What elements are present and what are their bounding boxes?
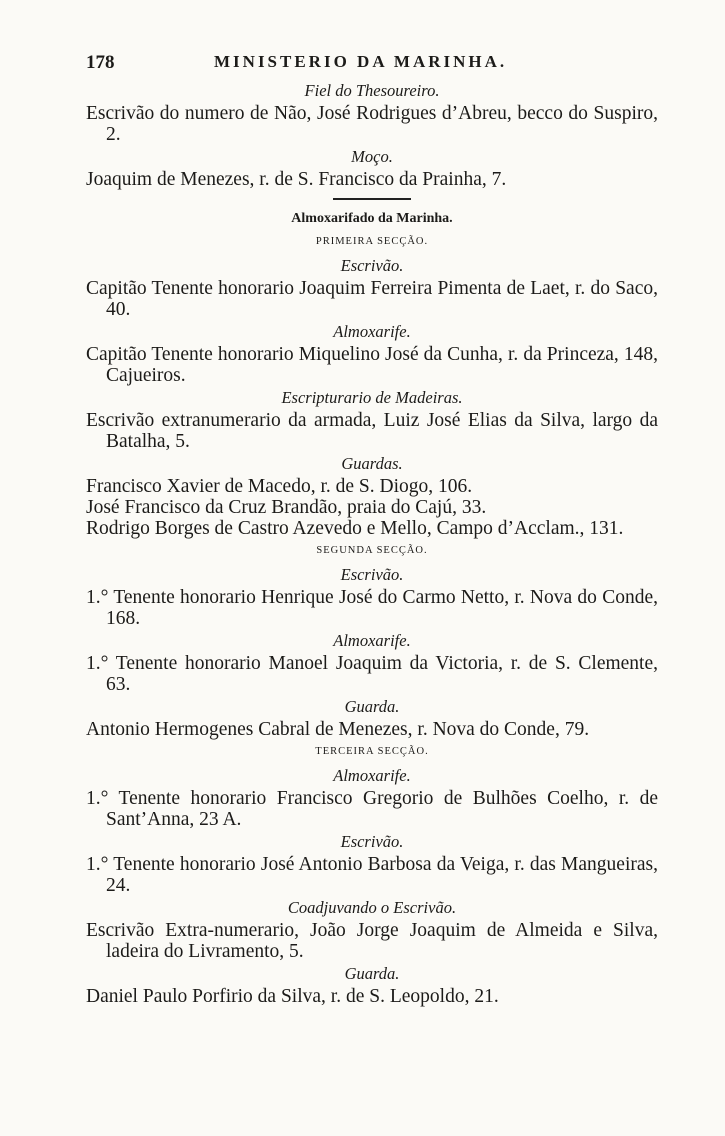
heading-moco: Moço. [351,147,393,166]
entry-guarda: José Francisco da Cruz Brandão, praia do Cajú, 33. [86,497,487,518]
entry-guarda: Francisco Xavier de Macedo, r. de S. Diogo, 106. [86,476,473,497]
entry-almoxarife: 1.° Tenente honorario Manoel Joaquim da Victoria, r. de S. Clemente, 63. [86,653,658,695]
section-title-primeira: PRIMEIRA SECÇÃO. [315,236,429,247]
heading-almoxarife: Almoxarife. [333,631,411,650]
heading-fiel: Fiel do Thesoureiro. [304,81,440,100]
heading-escripturario: Escripturario de Madeiras. [281,388,463,407]
entry-guarda: Antonio Hermogenes Cabral de Menezes, r. Nova do Conde, 79. [86,719,590,740]
page-header [86,52,656,76]
entry-escripturario: Escrivão extranumerario da armada, Luiz José Elias da Silva, largo da Batalha, 5. [86,410,658,452]
section-title-segunda: SEGUNDA SECÇÃO. [316,545,428,556]
heading-almoxarife: Almoxarife. [333,766,411,785]
entry-escrivao: 1.° Tenente honorario José Antonio Barbosa da Veiga, r. das Mangueiras, 24. [86,854,658,896]
entry-escrivao: 1.° Tenente honorario Henrique José do Carmo Netto, r. Nova do Conde, 168. [86,587,658,629]
section-rule [333,198,411,200]
page-body [86,80,658,1009]
entry-coadjuvando: Escrivão Extra-numerario, João Jorge Joaquim de Almeida e Silva, ladeira do Livramento, 5. [86,920,658,962]
heading-coadjuvando: Coadjuvando o Escrivão. [287,898,457,917]
entry-escrivao: Capitão Tenente honorario Joaquim Ferreira Pimenta de Laet, r. do Saco, 40. [86,278,658,320]
page-number: 178 [86,52,115,73]
running-title: MINISTERIO DA MARINHA. [214,52,508,71]
entry-fiel: Escrivão do numero de Não, José Rodrigues d’Abreu, becco do Suspiro, 2. [86,103,658,145]
entry-moco: Joaquim de Menezes, r. de S. Francisco da Prainha, 7. [86,169,507,190]
heading-guarda: Guarda. [344,697,400,716]
heading-guardas: Guardas. [341,454,403,473]
entry-guarda: Rodrigo Borges de Castro Azevedo e Mello, Campo d’Acclam., 131. [86,518,624,539]
heading-escrivao: Escrivão. [340,256,404,275]
entry-almoxarife: 1.° Tenente honorario Francisco Gregorio de Bulhões Coelho, r. de Sant’Anna, 23 A. [86,788,658,830]
heading-almoxarife: Almoxarife. [333,322,411,341]
section-title-terceira: TERCEIRA SECÇÃO. [315,746,429,757]
almoxarifado-title: Almoxarifado da Marinha. [291,211,453,226]
heading-escrivao: Escrivão. [340,832,404,851]
entry-almoxarife: Capitão Tenente honorario Miquelino José da Cunha, r. da Princeza, 148, Cajueiros. [86,344,658,386]
entry-guarda: Daniel Paulo Porfirio da Silva, r. de S. Leopoldo, 21. [86,986,499,1007]
heading-escrivao: Escrivão. [340,565,404,584]
heading-guarda: Guarda. [344,964,400,983]
